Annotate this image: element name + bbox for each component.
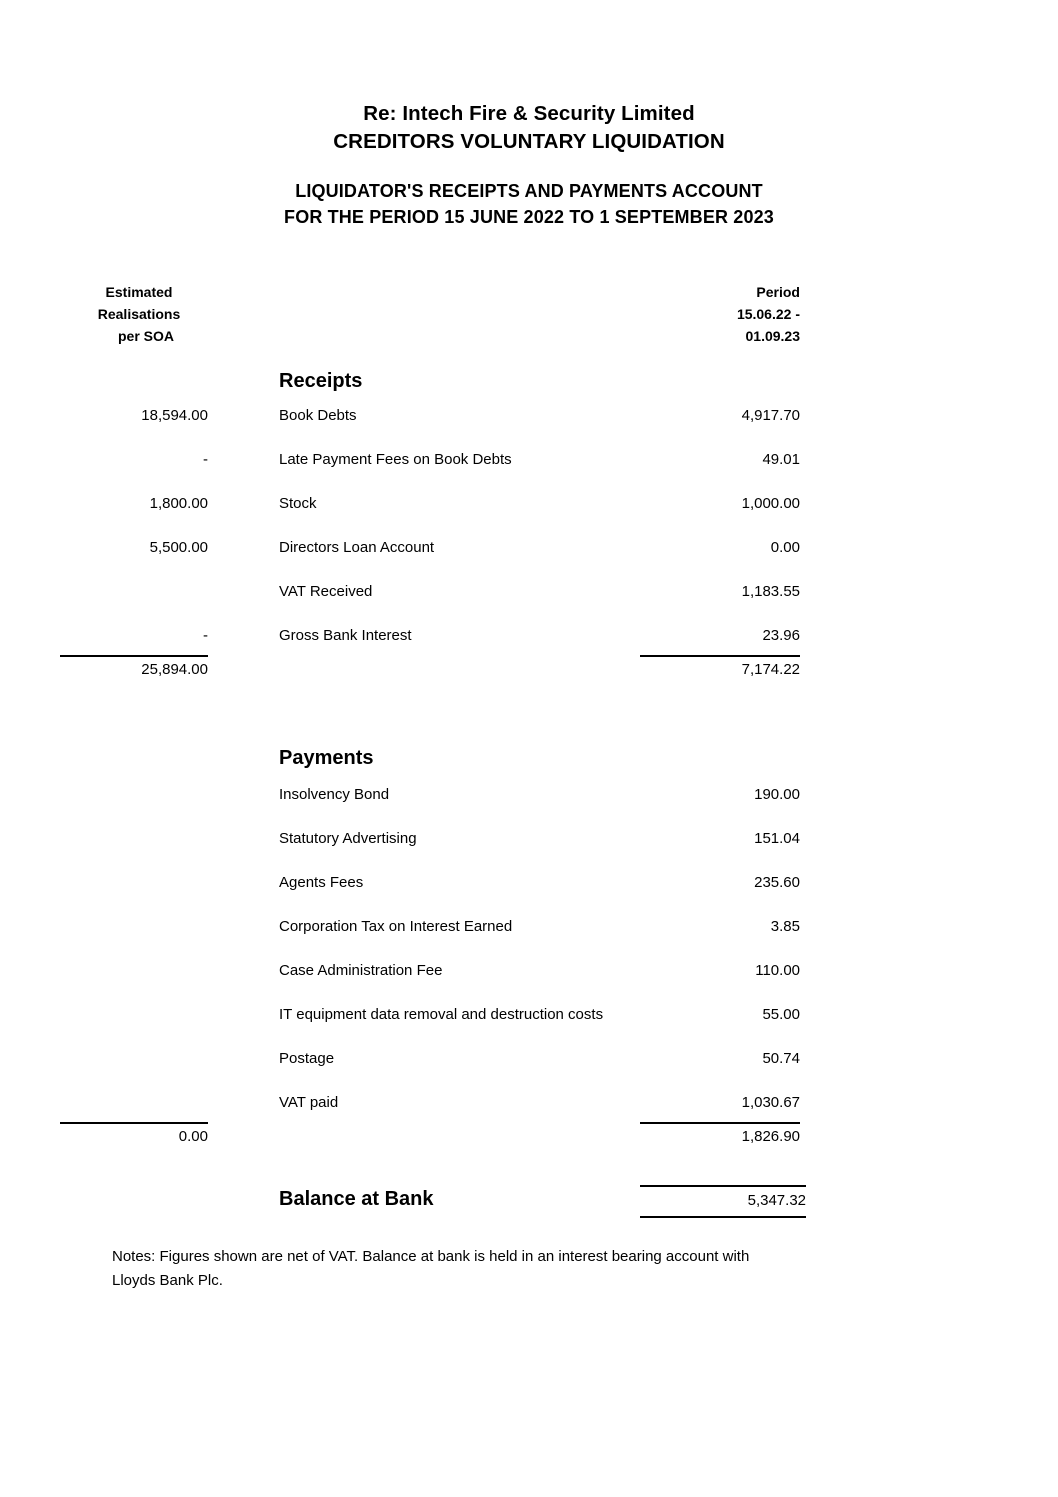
table-row [0, 493, 1058, 515]
balance-at-bank-label: Balance at Bank [279, 1188, 434, 1210]
column-header-left-line1: Estimated [105, 284, 173, 300]
table-row [0, 581, 1058, 603]
document-subtitle [0, 178, 1058, 230]
row-period-amount: 55.00 [762, 1006, 800, 1023]
row-estimated-value: - [203, 451, 208, 468]
row-period-amount: 0.00 [770, 539, 800, 556]
column-header-right-line2: 15.06.22 - [736, 306, 800, 322]
notes-text: Notes: Figures shown are net of VAT. Balance at bank is held in an interest bearing account with Lloyds Bank Plc. [112, 1248, 750, 1289]
row-description: Agents Fees [279, 874, 364, 891]
table-row [0, 828, 1058, 850]
row-estimated-value: 1,800.00 [149, 495, 208, 512]
subtitle-line-account: LIQUIDATOR'S RECEIPTS AND PAYMENTS ACCOUNT [295, 181, 763, 201]
table-row [0, 872, 1058, 894]
row-estimated-value: 18,594.00 [141, 407, 208, 424]
section-heading-receipts: Receipts [279, 370, 363, 392]
row-description: Stock [279, 495, 317, 512]
table-row [0, 1048, 1058, 1070]
table-row [0, 784, 1058, 806]
row-period-amount: 3.85 [770, 918, 800, 935]
title-line-company: Re: Intech Fire & Security Limited [363, 102, 695, 125]
row-description: Late Payment Fees on Book Debts [279, 451, 512, 468]
table-row [0, 537, 1058, 559]
row-description: Gross Bank Interest [279, 627, 412, 644]
row-description: VAT paid [279, 1094, 339, 1111]
row-estimated-value: - [203, 627, 208, 644]
receipts-total-estimated: 25,894.00 [60, 655, 208, 682]
row-description: Case Administration Fee [279, 962, 443, 979]
table-row [0, 1004, 1058, 1026]
row-period-amount: 110.00 [755, 962, 800, 979]
table-row [0, 1092, 1058, 1114]
column-header-right-line1: Period [756, 284, 800, 300]
row-period-amount: 23.96 [762, 627, 800, 644]
row-description: IT equipment data removal and destruction costs [279, 1006, 604, 1023]
column-header-right-line3: 01.09.23 [745, 328, 800, 344]
row-period-amount: 49.01 [762, 451, 800, 468]
row-description: Postage [279, 1050, 335, 1067]
table-row [0, 625, 1058, 647]
row-description: Insolvency Bond [279, 786, 390, 803]
document-title [0, 100, 1058, 156]
balance-at-bank-row [0, 1185, 1058, 1215]
column-header-period [640, 281, 800, 347]
balance-at-bank-amount: 5,347.32 [640, 1185, 806, 1218]
receipts-total-amount: 7,174.22 [640, 655, 800, 682]
table-row [0, 449, 1058, 471]
subtitle-line-period: FOR THE PERIOD 15 JUNE 2022 TO 1 SEPTEMBER 2023 [284, 207, 774, 227]
payments-total-amount: 1,826.90 [640, 1122, 800, 1149]
row-period-amount: 1,030.67 [741, 1094, 800, 1111]
receipts-total-row [0, 655, 1058, 679]
payments-total-estimated: 0.00 [60, 1122, 208, 1149]
row-period-amount: 1,000.00 [741, 495, 800, 512]
table-row [0, 960, 1058, 982]
table-row [0, 405, 1058, 427]
row-period-amount: 50.74 [762, 1050, 800, 1067]
table-row [0, 916, 1058, 938]
column-header-estimated-realisations [70, 281, 208, 347]
column-header-left-line2: Realisations [97, 306, 181, 322]
payments-total-row [0, 1122, 1058, 1146]
row-estimated-value: 5,500.00 [149, 539, 208, 556]
section-heading-payments: Payments [279, 747, 374, 769]
column-header-left-line3: per SOA [117, 328, 174, 344]
title-line-procedure: CREDITORS VOLUNTARY LIQUIDATION [333, 130, 725, 153]
row-description: Book Debts [279, 407, 357, 424]
row-period-amount: 190.00 [754, 786, 800, 803]
row-description: VAT Received [279, 583, 373, 600]
row-period-amount: 1,183.55 [741, 583, 800, 600]
row-description: Directors Loan Account [279, 539, 435, 556]
row-description: Statutory Advertising [279, 830, 417, 847]
row-period-amount: 4,917.70 [741, 407, 800, 424]
row-period-amount: 235.60 [754, 874, 800, 891]
row-description: Corporation Tax on Interest Earned [279, 918, 513, 935]
row-period-amount: 151.04 [754, 830, 800, 847]
